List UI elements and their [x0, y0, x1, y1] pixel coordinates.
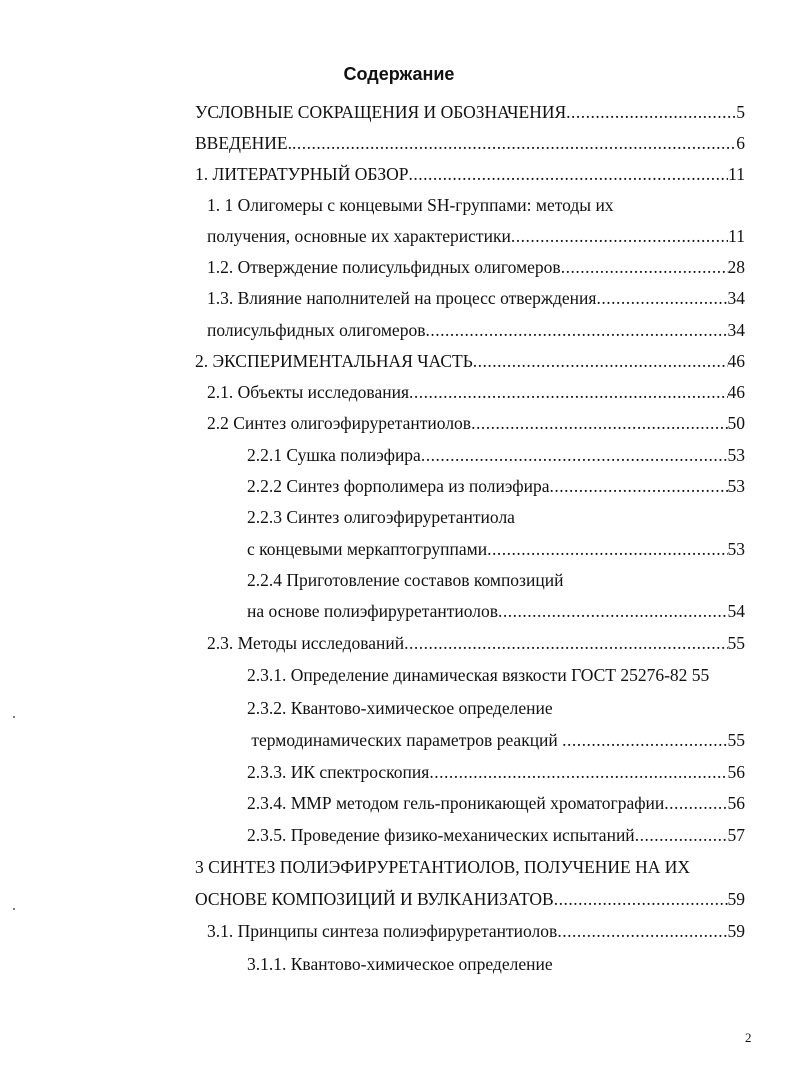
toc-entry-text: полисульфидных олигомеров: [207, 320, 426, 340]
toc-entry-text: 3 СИНТЕЗ ПОЛИЭФИРУРЕТАНТИОЛОВ, ПОЛУЧЕНИЕ НА ИХ: [195, 857, 691, 877]
toc-entry-text: УСЛОВНЫЕ СОКРАЩЕНИЯ И ОБОЗНАЧЕНИЯ: [195, 102, 567, 122]
toc-entry-text: 1. 1 Олигомеры с концевыми SH-группами: методы их: [207, 195, 614, 215]
dot-leader: [511, 224, 728, 248]
toc-entry: [247, 537, 745, 561]
toc-entry-page: 56: [727, 762, 745, 782]
toc-entry-text: 2.3. Методы исследований: [207, 633, 405, 653]
toc-entry: [207, 411, 745, 435]
toc-entry-page: 34: [727, 288, 745, 308]
dot-leader: [562, 728, 727, 752]
toc-entry-text: на основе полиэфируретантиолов: [247, 601, 499, 621]
dot-leader: [498, 599, 727, 623]
toc-entry-page: 34: [727, 320, 745, 340]
toc-entry: [195, 100, 745, 124]
toc-entry-text: ВВЕДЕНИЕ.: [195, 133, 293, 153]
toc-entry-page: 55: [727, 730, 745, 750]
toc-entry-text: 2.2 Синтез олигоэфируретантиолов: [207, 413, 472, 433]
toc-entry-page: 56: [727, 793, 745, 813]
dot-leader: [429, 760, 727, 784]
dot-leader: [421, 443, 728, 467]
toc-entry-page: 53: [727, 476, 745, 496]
toc-entry-text: 2.2.1 Сушка полиэфира: [247, 445, 421, 465]
toc-entry: [247, 760, 745, 784]
toc-entry-page: 53: [727, 539, 745, 559]
toc-entry-page: 50: [727, 413, 745, 433]
dot-leader: [425, 318, 727, 342]
dot-leader: [554, 887, 728, 911]
toc-entry-page: 11: [728, 226, 745, 246]
dot-leader: [404, 631, 727, 655]
toc-entry-text: 1. ЛИТЕРАТУРНЫЙ ОБЗОР: [195, 164, 409, 184]
toc-entry-text: получения, основные их характеристики: [207, 226, 511, 246]
toc-entry-page: 6: [736, 133, 745, 153]
toc-entry-page: 11: [728, 164, 745, 184]
toc-entry-text: 2.3.1. Определение динамическая вязкости ГОСТ 25276-82 55: [247, 665, 710, 685]
page-number: 2: [745, 1030, 752, 1045]
toc-entry-page: 53: [727, 445, 745, 465]
dot-leader: [409, 380, 727, 404]
toc-entry: [247, 728, 745, 752]
toc-entry: [207, 318, 745, 342]
toc-entry-page: 54: [727, 601, 745, 621]
dot-leader: [557, 919, 727, 943]
toc-entry-page: 55: [727, 633, 745, 653]
toc-entry: [207, 631, 745, 655]
toc-entry-text: 2.3.3. ИК спектроскопия: [247, 762, 430, 782]
toc-entry: [247, 474, 745, 498]
toc-entry-page: 59: [727, 889, 745, 909]
toc-entry: [195, 162, 745, 186]
toc-entry: [195, 887, 745, 911]
toc-entry: [207, 286, 745, 310]
toc-entry-text: 2.3.4. ММР методом гель-проникающей хроматографии: [247, 793, 665, 813]
toc-entry-text: с концевыми меркаптогруппами: [247, 539, 488, 559]
toc-entry-page: 5: [736, 102, 745, 122]
toc-entry-text: 2.2.4 Приготовление составов композиций: [247, 570, 564, 590]
toc-entry-text: 2.2.2 Синтез форполимера из полиэфира: [247, 476, 550, 496]
toc-entry-text: 1.3. Влияние наполнителей на процесс отверждения: [207, 288, 597, 308]
toc-entry-text: 2.1. Объекты исследования: [207, 382, 410, 402]
toc-entry-text: 1.2. Отверждение полисульфидных олигомеров: [207, 257, 561, 277]
toc-entry-page: 28: [727, 257, 745, 277]
dot-leader: [473, 349, 728, 373]
toc-entry: [195, 131, 745, 155]
toc-entry: [207, 380, 745, 404]
toc-entry: [207, 224, 745, 248]
toc-entry-page: 46: [727, 351, 745, 371]
toc-entry-text: 2.3.5. Проведение физико-механических испытаний: [247, 825, 635, 845]
dot-leader: [550, 474, 728, 498]
toc-entry: [207, 255, 745, 279]
toc-entry: [247, 599, 745, 623]
scan-speck: [13, 716, 15, 718]
toc-entry-text: 3.1. Принципы синтеза полиэфируретантиолов: [207, 921, 558, 941]
dot-leader: [635, 823, 728, 847]
toc-entry-page: 46: [727, 382, 745, 402]
dot-leader: [409, 162, 729, 186]
toc-entry-text: 2.3.2. Квантово-химическое определение: [247, 698, 553, 718]
scan-speck: [13, 908, 15, 910]
toc-entry: [247, 791, 745, 815]
toc-title: Содержание: [343, 64, 455, 84]
dot-leader: [664, 791, 727, 815]
dot-leader: [566, 100, 736, 124]
toc-entry-page: 57: [727, 825, 745, 845]
dot-leader: [561, 255, 728, 279]
toc-entry: [195, 349, 745, 373]
toc-entry: [247, 823, 745, 847]
dot-leader: [596, 286, 727, 310]
dot-leader: [487, 537, 727, 561]
dot-leader: [471, 411, 727, 435]
dot-leader: [292, 131, 736, 155]
toc-entry-text: 2.2.3 Синтез олигоэфируретантиола: [247, 507, 515, 527]
toc-entry-text: термодинамических параметров реакций: [247, 730, 563, 750]
toc-entry-text: ОСНОВЕ КОМПОЗИЦИЙ И ВУЛКАНИЗАТОВ: [195, 889, 554, 909]
toc-entry: [247, 443, 745, 467]
toc-entry-page: 59: [727, 921, 745, 941]
toc-entry-text: 2. ЭКСПЕРИМЕНТАЛЬНАЯ ЧАСТЬ: [195, 351, 473, 371]
toc-entry: [207, 919, 745, 943]
toc-entry-text: 3.1.1. Квантово-химическое определение: [247, 954, 553, 974]
